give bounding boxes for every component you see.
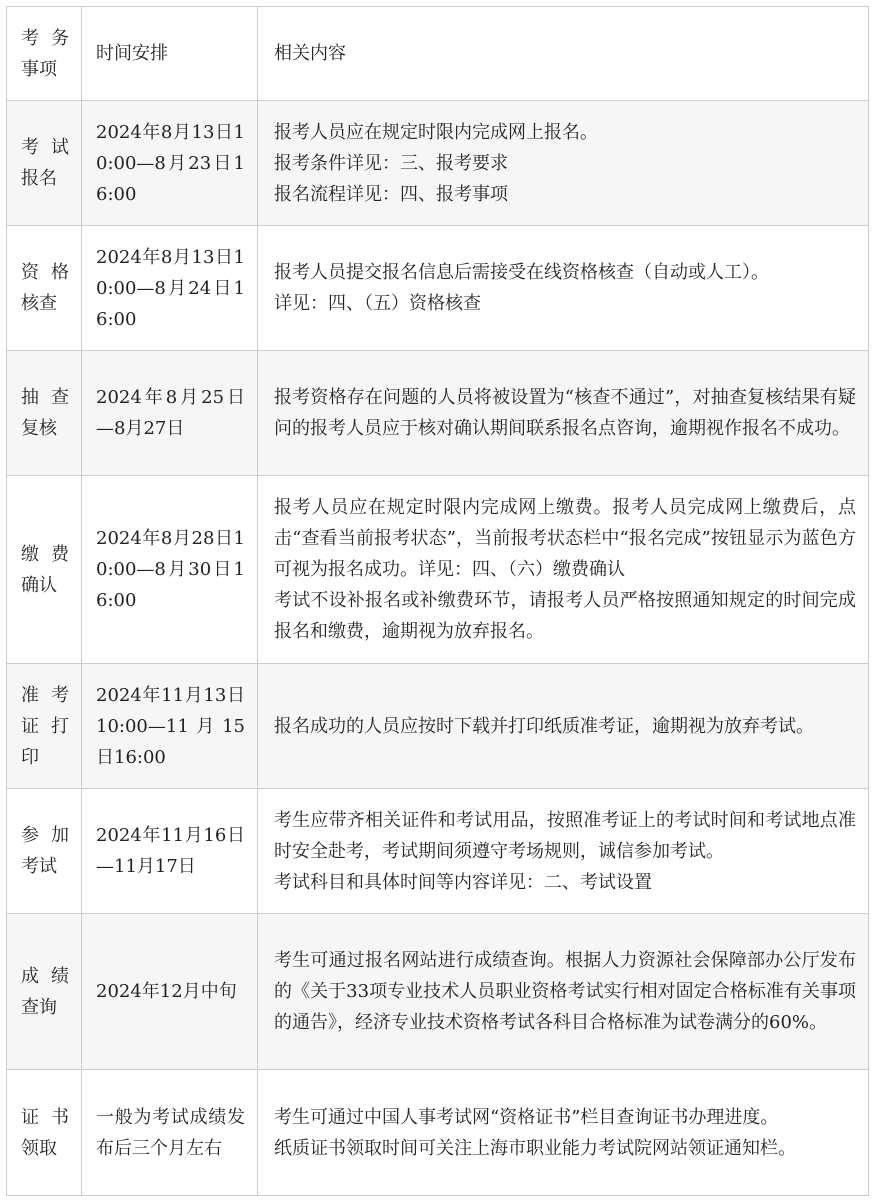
header-time: 时间安排 (82, 7, 258, 101)
table-row (7, 226, 869, 351)
row-content (258, 226, 869, 351)
row-content (258, 476, 869, 664)
row-time: 2024年8月13日10:00—8月23日16:00 (82, 101, 258, 226)
row-content (258, 101, 869, 226)
exam-schedule-table (6, 6, 869, 1196)
table-row (7, 789, 869, 914)
content-line: 考生应带齐相关证件和考试用品，按照准考证上的考试时间和考试地点准时安全赴考，考试期间须遵守考场规则，诚信参加考试。 (274, 809, 856, 862)
content-line: 考生可通过报名网站进行成绩查询。根据人力资源社会保障部办公厅发布的《关于33项专业技术人员职业资格考试实行相对固定合格标准有关事项的通告》，经济专业技术资格考试各科目合格标准为试卷满分的60%。 (274, 950, 856, 1033)
header-content: 相关内容 (258, 7, 869, 101)
content-line: 报考条件详见：三、报考要求 (274, 152, 508, 174)
content-line: 考生可通过中国人事考试网“资格证书”栏目查询证书办理进度。 (274, 1106, 779, 1128)
content-line: 报考人员应在规定时限内完成网上报名。 (274, 121, 598, 143)
table-row (7, 1070, 869, 1196)
header-item: 考务事项 (7, 7, 82, 101)
row-item: 参加考试 (7, 789, 82, 914)
row-time: 2024年12月中旬 (82, 914, 258, 1070)
row-time: 2024年8月28日10:00—8月30日16:00 (82, 476, 258, 664)
row-content (258, 664, 869, 789)
content-line: 报考资格存在问题的人员将被设置为“核查不通过”，对抽查复核结果有疑问的报考人员应于核对确认期间联系报名点咨询，逾期视作报名不成功。 (274, 387, 856, 439)
row-item: 缴费确认 (7, 476, 82, 664)
row-time: 2024年11月13日10:00—11月15日16:00 (82, 664, 258, 789)
table-row (7, 476, 869, 664)
row-content (258, 351, 869, 476)
content-line: 报考人员提交报名信息后需接受在线资格核查（自动或人工）。 (274, 262, 769, 283)
row-item: 资格核查 (7, 226, 82, 351)
row-time: 2024年11月16日—11月17日 (82, 789, 258, 914)
row-time: 2024年8月25日—8月27日 (82, 351, 258, 476)
content-line: 详见：四、（五）资格核查 (274, 293, 481, 314)
row-time: 一般为考试成绩发布后三个月左右 (82, 1070, 258, 1196)
content-line: 报名成功的人员应按时下载并打印纸质准考证，逾期视为放弃考试。 (274, 715, 814, 737)
table-row (7, 351, 869, 476)
table-row (7, 664, 869, 789)
row-time: 2024年8月13日10:00—8月24日16:00 (82, 226, 258, 351)
row-item: 考试报名 (7, 101, 82, 226)
row-item: 准考证打印 (7, 664, 82, 789)
content-line: 考试科目和具体时间等内容详见：二、考试设置 (274, 871, 652, 893)
content-line: 纸质证书领取时间可关注上海市职业能力考试院网站领证通知栏。 (274, 1137, 796, 1159)
content-line: 报考人员应在规定时限内完成网上缴费。报考人员完成网上缴费后，点击“查看当前报考状态”，当前报考状态栏中“报名完成”按钮显示为蓝色方可视为报名成功。详见：四、（六）缴费确认 (274, 497, 856, 580)
row-item: 抽查复核 (7, 351, 82, 476)
content-line: 考试不设补报名或补缴费环节，请报考人员严格按照通知规定的时间完成报名和缴费，逾期视为放弃报名。 (274, 590, 856, 642)
row-item: 成绩查询 (7, 914, 82, 1070)
row-content (258, 1070, 869, 1196)
row-content (258, 789, 869, 914)
row-item: 证书领取 (7, 1070, 82, 1196)
header-row (7, 7, 869, 101)
table-row (7, 914, 869, 1070)
row-content (258, 914, 869, 1070)
table-row (7, 101, 869, 226)
content-line: 报名流程详见：四、报考事项 (274, 183, 508, 205)
